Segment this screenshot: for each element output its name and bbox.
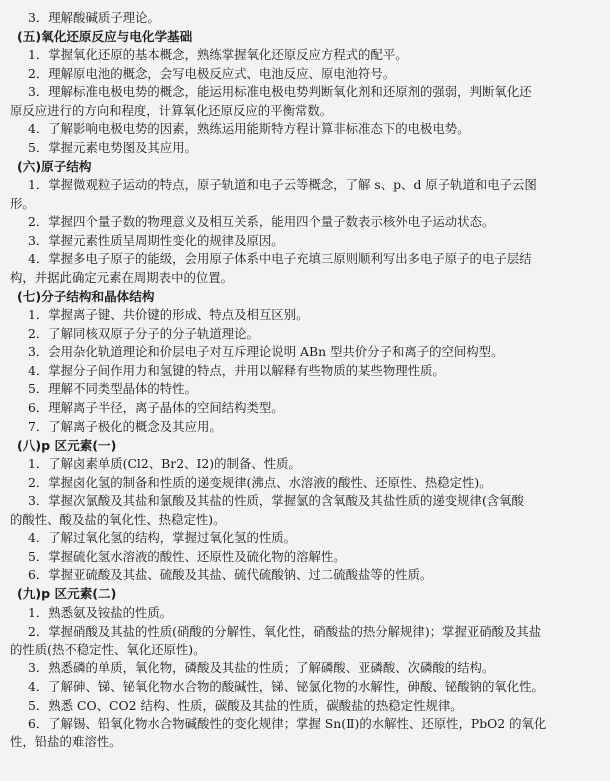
list-item-continuation: 构，并据此确定元素在周期表中的位置。	[10, 269, 234, 285]
list-item-continuation: 原反应进行的方向和程度，计算氧化还原反应的平衡常数。	[10, 102, 333, 118]
list-item: 2．掌握四个量子数的物理意义及相互关系，能用四个量子数表示核外电子运动状态。	[28, 214, 495, 230]
list-item: 4．了解过氧化氢的结构，掌握过氧化氢的性质。	[28, 530, 297, 546]
list-item-continuation: 性，铅盐的难溶性。	[10, 734, 122, 750]
list-item: 6．理解离子半径，离子晶体的空间结构类型。	[28, 400, 284, 416]
list-item: 5．理解不同类型晶体的特性。	[28, 381, 197, 397]
section-heading: (八)p 区元素(一)	[17, 437, 117, 453]
list-item: 7．了解离子极化的概念及其应用。	[28, 418, 222, 434]
list-item: 3．熟悉磷的单质，氧化物，磷酸及其盐的性质；了解磷酸、亚磷酸、次磷酸的结构。	[28, 660, 495, 676]
list-item: 2．理解原电池的概念，会写电极反应式、电池反应、原电池符号。	[28, 65, 396, 81]
list-item: 4．了解砷、锑、铋氧化物水合物的酸碱性，锑、铋氯化物的水解性，砷酸、铋酸钠的氧化性。	[28, 678, 544, 694]
section-heading: (九)p 区元素(二)	[17, 586, 117, 602]
list-item-continuation: 的酸性、酸及盐的氧化性、热稳定性)。	[10, 511, 226, 527]
list-item: 5．掌握元素电势图及其应用。	[28, 139, 197, 155]
list-item: 3．掌握次氯酸及其盐和氯酸及其盐的性质，掌握氯的含氧酸及其盐性质的递变规律(含氧酸	[28, 493, 524, 509]
list-item-continuation: 形。	[10, 195, 35, 211]
list-item: 3．会用杂化轨道理论和价层电子对互斥理论说明 ABn 型共价分子和离子的空间构型。	[28, 344, 504, 360]
list-item: 2．掌握硝酸及其盐的性质(硝酸的分解性、氧化性，硝酸盐的热分解规律)；掌握亚硝酸及其盐	[28, 623, 542, 639]
list-item: 4．了解影响电极电势的因素，熟练运用能斯特方程计算非标准态下的电极电势。	[28, 121, 470, 137]
section-heading: (七)分子结构和晶体结构	[17, 288, 155, 304]
list-item: 1．了解卤素单质(Cl2、Br2、I2)的制备、性质。	[28, 456, 301, 472]
list-item: 5．熟悉 CO、CO2 结构、性质，碳酸及其盐的性质，碳酸盐的热稳定性规律。	[28, 697, 463, 713]
list-item: 5．掌握硫化氢水溶液的酸性、还原性及硫化物的溶解性。	[28, 548, 346, 564]
list-item: 3．掌握元素性质呈周期性变化的规律及原因。	[28, 232, 284, 248]
list-item: 3．理解酸碱质子理论。	[28, 9, 160, 25]
section-heading: (六)原子结构	[17, 158, 92, 174]
section-heading: (五)氧化还原反应与电化学基础	[17, 28, 193, 44]
list-item: 1．掌握微观粒子运动的特点，原子轨道和电子云等概念，了解 s、p、d 原子轨道和电子云图	[28, 177, 537, 193]
list-item: 1．掌握氧化还原的基本概念，熟练掌握氧化还原反应方程式的配平。	[28, 47, 408, 63]
list-item: 1．掌握离子键、共价键的形成、特点及相互区别。	[28, 307, 309, 323]
list-item: 4．掌握多电子原子的能级，会用原子体系中电子充填三原则顺利写出多电子原子的电子层结	[28, 251, 532, 267]
list-item: 3．理解标准电极电势的概念，能运用标准电极电势判断氧化剂和还原剂的强弱，判断氧化还	[28, 84, 532, 100]
list-item: 1．熟悉氨及铵盐的性质。	[28, 605, 173, 620]
list-item: 6．掌握亚硫酸及其盐、硫酸及其盐、硫代硫酸钠、过二硫酸盐等的性质。	[28, 567, 433, 583]
list-item: 6．了解锡、铅氧化物水合物碱酸性的变化规律；掌握 Sn(Ⅱ)的水解性、还原性，PbO2 的氧化	[28, 716, 547, 732]
list-item: 2．了解同核双原子分子的分子轨道理论。	[28, 325, 259, 341]
list-item: 4．掌握分子间作用力和氢键的特点，并用以解释有些物质的某些物理性质。	[28, 362, 445, 378]
list-item: 2．掌握卤化氢的制备和性质的递变规律(沸点、水溶液的酸性、还原性、热稳定性)。	[28, 474, 492, 490]
list-item-continuation: 的性质(热不稳定性、氧化还原性)。	[10, 641, 206, 657]
